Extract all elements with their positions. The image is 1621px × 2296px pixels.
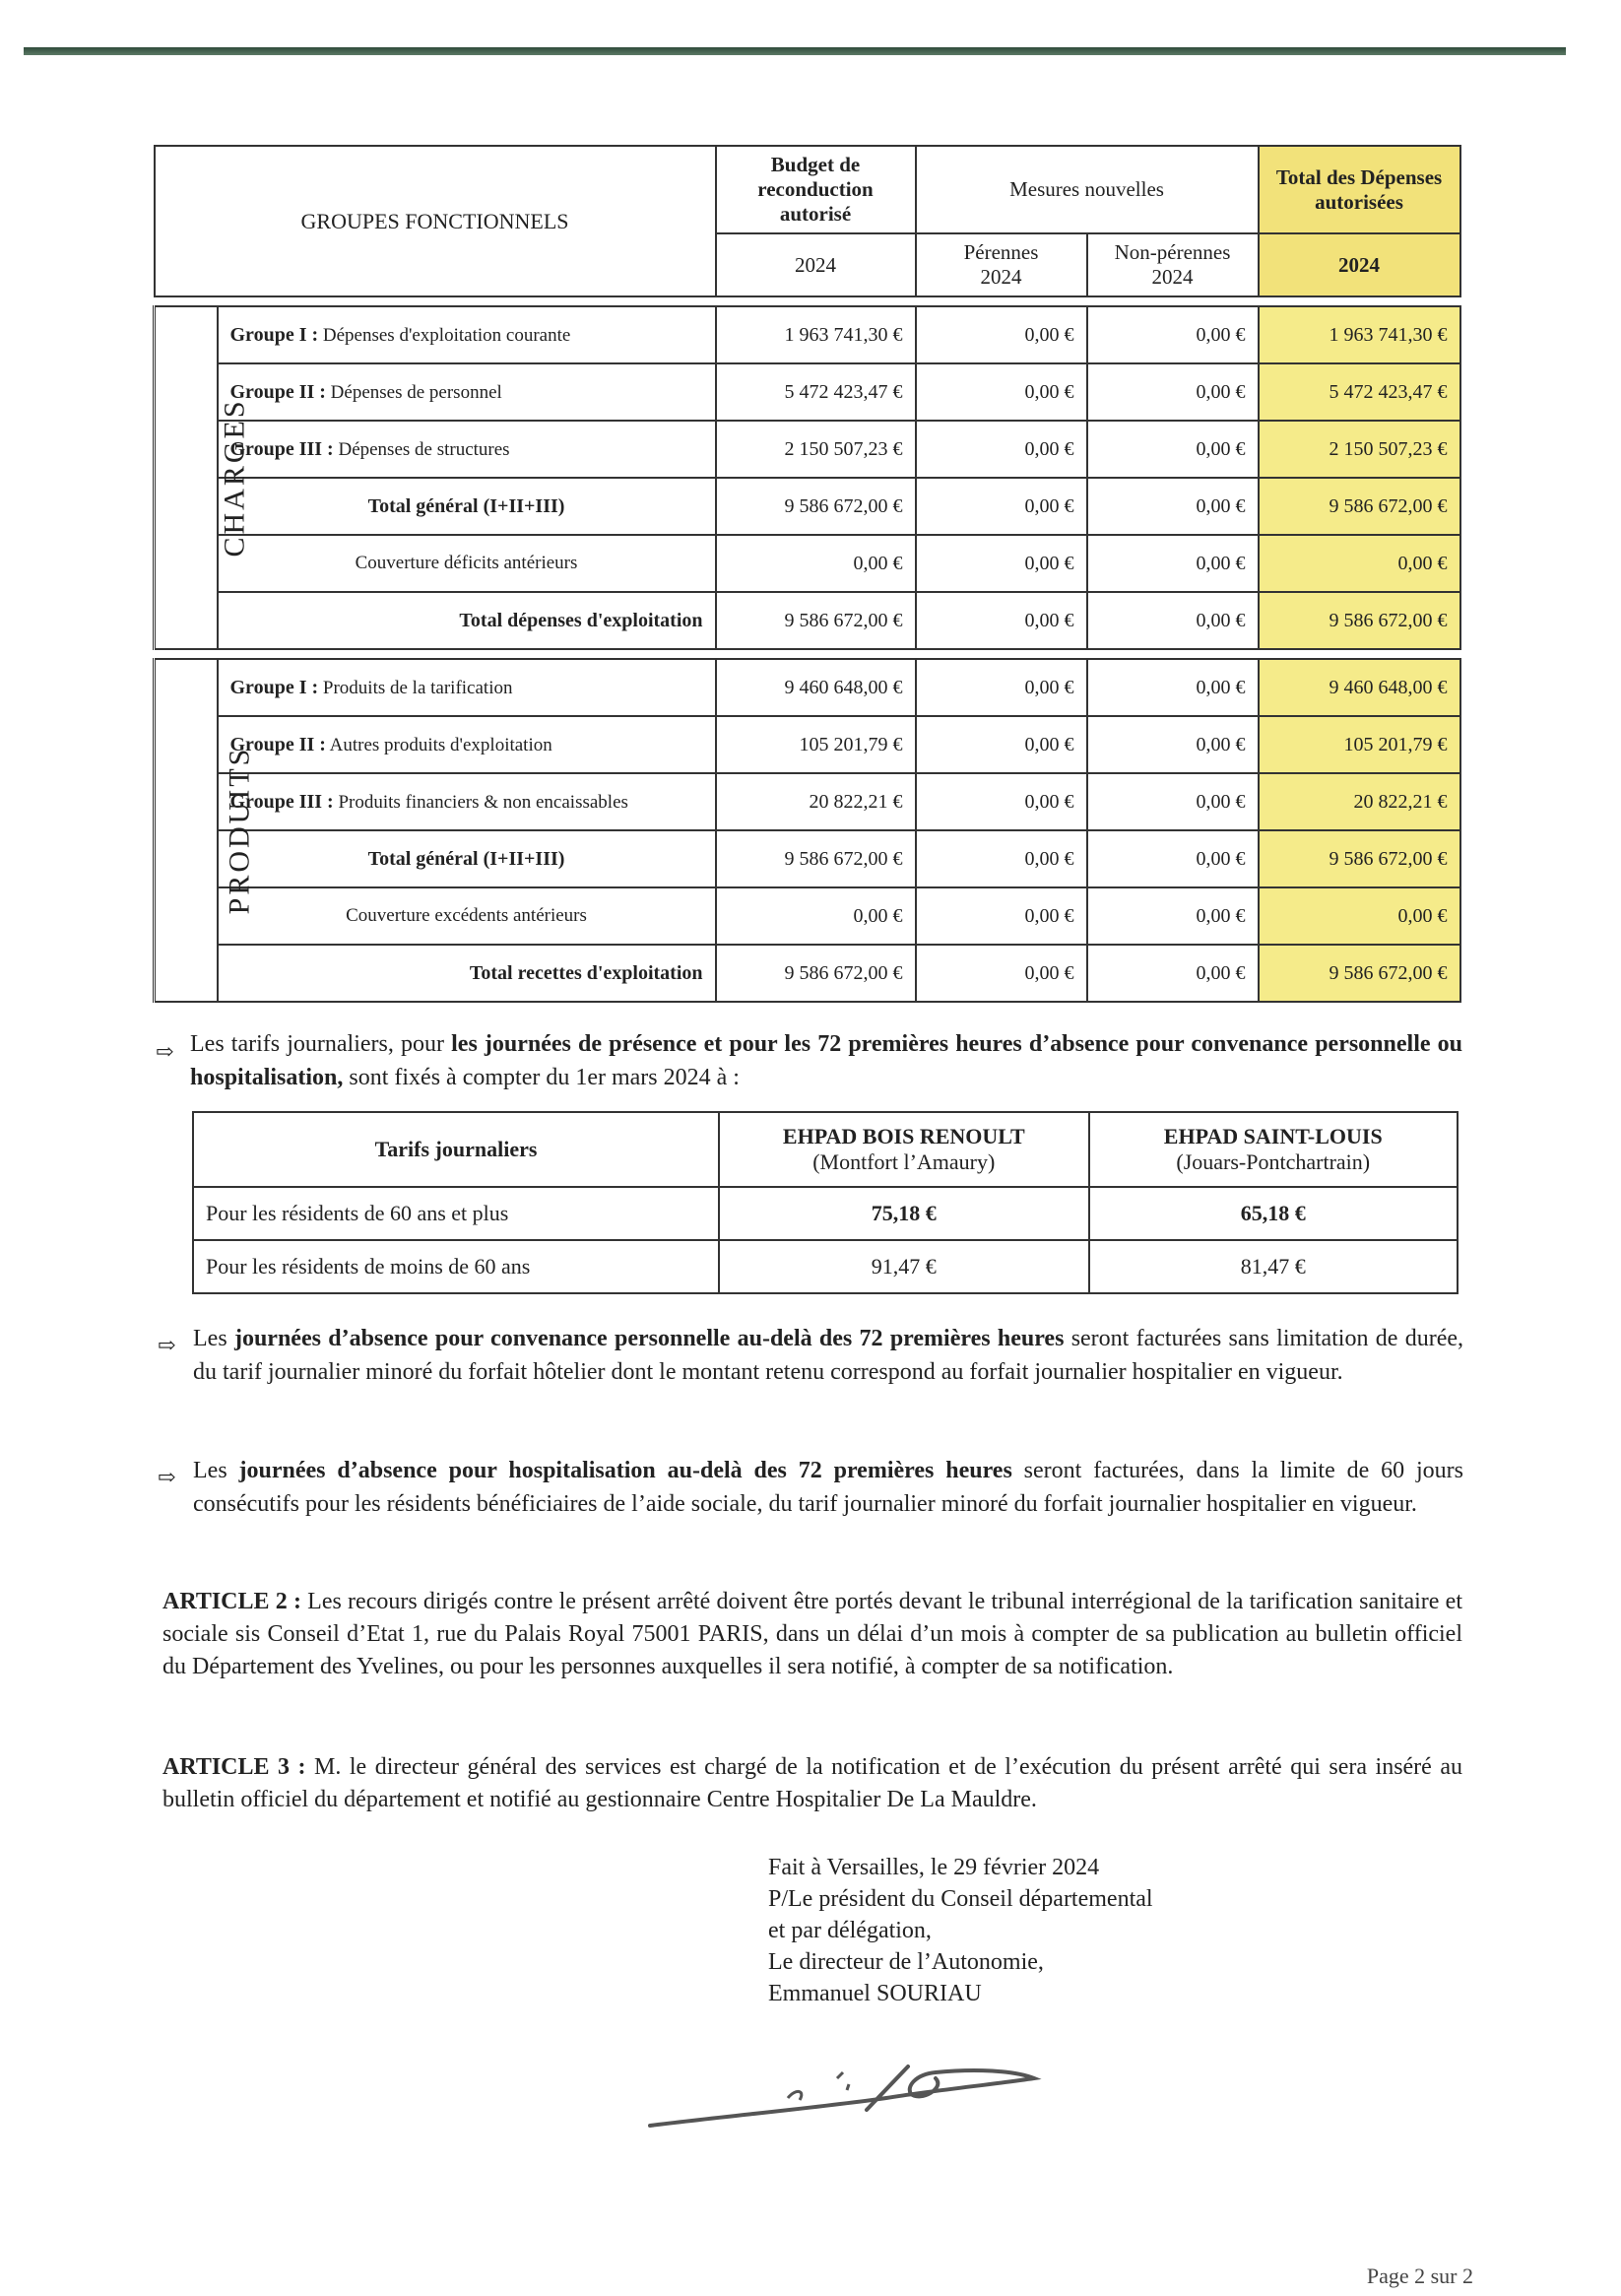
cell-budget: 2 150 507,23 €: [716, 421, 916, 478]
signature-title: Le directeur de l’Autonomie,: [768, 1949, 1044, 1975]
row-label: Total général (I+II+III): [218, 830, 716, 887]
para1-bold: les journées de présence et pour les 72 premières heures d’absence pour convenance personnelle ou hospitalisation,: [190, 1031, 1462, 1090]
row-group-label: Dépenses d'exploitation courante: [318, 324, 571, 346]
header-perennes-label: Pérennes: [963, 240, 1039, 264]
cell-total: 9 460 648,00 €: [1259, 659, 1460, 716]
row-group-label: Dépenses de personnel: [325, 381, 502, 403]
cell-total: 2 150 507,23 €: [1259, 421, 1460, 478]
header-non-perennes-label: Non-pérennes: [1114, 240, 1231, 264]
cell-non-perennes: 0,00 €: [1087, 478, 1259, 535]
cell-perennes: 0,00 €: [916, 830, 1087, 887]
budget-row: [155, 945, 1460, 1002]
budget-row: [155, 592, 1460, 649]
cell-perennes: 0,00 €: [916, 773, 1087, 830]
budget-row: [155, 659, 1460, 716]
cell-perennes: 0,00 €: [916, 363, 1087, 421]
tarifs-row-v2: 81,47 €: [1089, 1240, 1459, 1293]
tarifs-row-label: Pour les résidents de moins de 60 ans: [193, 1240, 719, 1293]
row-group-label: Produits financiers & non encaissables: [333, 791, 628, 813]
header-total: [1259, 146, 1460, 233]
charges-vertical-text: CHARGES: [218, 398, 251, 558]
signature-delegation: et par délégation,: [768, 1918, 932, 1943]
cell-total: 5 472 423,47 €: [1259, 363, 1460, 421]
header-budget-label: Budget de reconduction autorisé: [757, 153, 874, 226]
signature-role: P/Le président du Conseil départemental: [768, 1886, 1153, 1912]
row-group-prefix: Groupe I :: [229, 323, 319, 346]
budget-row: [155, 716, 1460, 773]
header-year-perennes: 2024: [980, 265, 1022, 289]
row-group-label: Dépenses de structures: [333, 438, 510, 460]
article2-title: ARTICLE 2 :: [162, 1589, 301, 1614]
tarifs-header-label: Tarifs journaliers: [193, 1112, 719, 1187]
header-budget: [716, 146, 916, 233]
row-group-label: Produits de la tarification: [318, 677, 513, 698]
tarifs-header-col1: [719, 1112, 1088, 1187]
handwritten-signature: [640, 2039, 1054, 2147]
arrow-icon: ⇨: [156, 1039, 174, 1064]
cell-total: 9 586 672,00 €: [1259, 830, 1460, 887]
budget-row: [155, 535, 1460, 592]
cell-budget: 20 822,21 €: [716, 773, 916, 830]
cell-total: 9 586 672,00 €: [1259, 478, 1460, 535]
cell-perennes: 0,00 €: [916, 478, 1087, 535]
cell-non-perennes: 0,00 €: [1087, 773, 1259, 830]
charges-section: [155, 306, 1460, 649]
produits-side-label: [155, 659, 256, 1002]
tarifs-header-row: [193, 1112, 1458, 1187]
row-label: [218, 363, 716, 421]
header-year-non-perennes: 2024: [1151, 265, 1194, 289]
header-perennes: [916, 233, 1087, 296]
tarifs-row-label: Pour les résidents de 60 ans et plus: [193, 1187, 719, 1240]
header-year-budget: 2024: [716, 233, 916, 296]
cell-budget: 9 586 672,00 €: [716, 478, 916, 535]
cell-budget: 1 963 741,30 €: [716, 306, 916, 363]
header-rule: [24, 47, 1566, 55]
cell-non-perennes: 0,00 €: [1087, 716, 1259, 773]
cell-budget: 9 586 672,00 €: [716, 830, 916, 887]
cell-total: 1 963 741,30 €: [1259, 306, 1460, 363]
cell-non-perennes: 0,00 €: [1087, 535, 1259, 592]
cell-non-perennes: 0,00 €: [1087, 592, 1259, 649]
row-label: Couverture excédents antérieurs: [218, 887, 716, 945]
cell-perennes: 0,00 €: [916, 535, 1087, 592]
budget-row: [155, 363, 1460, 421]
para1-text-2: sont fixés à compter du 1er mars 2024 à :: [343, 1065, 740, 1090]
row-label: [218, 773, 716, 830]
cell-non-perennes: 0,00 €: [1087, 421, 1259, 478]
para2-text-2: seront facturées sans limitation de durée, du tarif journalier minoré du forfait hôtelier dont le montant retenu correspond au forfait journalier hospitalier en vigueur.: [193, 1326, 1463, 1385]
budget-row: [155, 830, 1460, 887]
budget-row: [155, 421, 1460, 478]
arrow-icon: ⇨: [158, 1465, 176, 1489]
cell-perennes: 0,00 €: [916, 887, 1087, 945]
budget-header-row-1: [155, 146, 1460, 233]
budget-row: [155, 773, 1460, 830]
article-2: [162, 1586, 1462, 1683]
cell-total: 20 822,21 €: [1259, 773, 1460, 830]
article3-title: ARTICLE 3 :: [162, 1754, 306, 1780]
para3-text-1: Les: [193, 1458, 239, 1483]
tarifs-row-v1: 91,47 €: [719, 1240, 1088, 1293]
tarifs-row: [193, 1240, 1458, 1293]
absence-hospitalisation-paragraph: [193, 1454, 1463, 1521]
para3-bold: journées d’absence pour hospitalisation au-delà des 72 premières heures: [238, 1458, 1012, 1483]
article3-text: M. le directeur général des services est chargé de la notification et de l’exécution du présent arrêté qui sera inséré au bulletin officiel du département et notifié au gestionnaire Centre Hospitalier De La Mauldre.: [162, 1754, 1462, 1812]
row-label: Total général (I+II+III): [218, 478, 716, 535]
cell-non-perennes: 0,00 €: [1087, 830, 1259, 887]
header-mesures: Mesures nouvelles: [916, 146, 1259, 233]
row-group-prefix: Groupe I :: [229, 676, 319, 698]
cell-non-perennes: 0,00 €: [1087, 887, 1259, 945]
row-group-prefix: Groupe II :: [229, 380, 326, 403]
cell-total: 105 201,79 €: [1259, 716, 1460, 773]
charges-side-label: [155, 306, 251, 649]
article2-text: Les recours dirigés contre le présent arrêté doivent être portés devant le tribunal interrégional de la tarification sanitaire et sociale sis Conseil d’Etat 1, rue du Palais Royal 75001 PARIS, dans un délai d’un mois à compter de sa publication au bulletin officiel du Département des Yvelines, ou pour les personnes auxquelles il sera notifié, à compter de sa notification.: [162, 1589, 1462, 1679]
cell-perennes: 0,00 €: [916, 659, 1087, 716]
row-group-prefix: Groupe III :: [229, 790, 334, 813]
col1-sub: (Montfort l’Amaury): [812, 1149, 996, 1174]
row-label: [218, 659, 716, 716]
cell-budget: 9 460 648,00 €: [716, 659, 916, 716]
cell-budget: 5 472 423,47 €: [716, 363, 916, 421]
cell-non-perennes: 0,00 €: [1087, 306, 1259, 363]
cell-total: 0,00 €: [1259, 535, 1460, 592]
tarifs-intro-paragraph: [190, 1027, 1462, 1094]
row-label: [218, 306, 716, 363]
row-label: [218, 421, 716, 478]
cell-total: 0,00 €: [1259, 887, 1460, 945]
tarifs-row-v1: 75,18 €: [719, 1187, 1088, 1240]
para3-text-2: seront facturées, dans la limite de 60 jours consécutifs pour les résidents bénéficiaires de l’aide sociale, du tarif journalier minoré du forfait journalier hospitalier en vigueur.: [193, 1458, 1464, 1517]
budget-table: [153, 145, 1461, 1003]
cell-budget: 9 586 672,00 €: [716, 945, 916, 1002]
cell-non-perennes: 0,00 €: [1087, 945, 1259, 1002]
produits-vertical-text: PRODUITS: [223, 746, 256, 915]
row-group-prefix: Groupe II :: [229, 733, 326, 755]
tarifs-table: [192, 1111, 1459, 1294]
cell-perennes: 0,00 €: [916, 592, 1087, 649]
arrow-icon: ⇨: [158, 1333, 176, 1357]
header-non-perennes: [1087, 233, 1259, 296]
page-number: Page 2 sur 2: [1366, 2263, 1473, 2288]
para2-text-1: Les: [193, 1326, 234, 1351]
absence-convenance-paragraph: [193, 1322, 1463, 1389]
cell-budget: 0,00 €: [716, 887, 916, 945]
col2-sub: (Jouars-Pontchartrain): [1176, 1149, 1371, 1174]
para1-text-1: Les tarifs journaliers, pour: [190, 1031, 452, 1057]
article-3: [162, 1751, 1462, 1816]
cell-perennes: 0,00 €: [916, 945, 1087, 1002]
tarifs-row: [193, 1187, 1458, 1240]
row-label: Total recettes d'exploitation: [218, 945, 716, 1002]
tarifs-header-col2: [1089, 1112, 1459, 1187]
cell-budget: 0,00 €: [716, 535, 916, 592]
cell-budget: 9 586 672,00 €: [716, 592, 916, 649]
header-year-total: 2024: [1259, 233, 1460, 296]
header-groupes: GROUPES FONCTIONNELS: [155, 146, 716, 296]
budget-row: [155, 478, 1460, 535]
row-label: Couverture déficits antérieurs: [218, 535, 716, 592]
row-group-prefix: Groupe III :: [229, 437, 334, 460]
signature-block: [768, 1852, 1153, 2009]
cell-perennes: 0,00 €: [916, 306, 1087, 363]
cell-non-perennes: 0,00 €: [1087, 363, 1259, 421]
row-group-label: Autres produits d'exploitation: [325, 734, 552, 755]
budget-row: [155, 306, 1460, 363]
row-label: Total dépenses d'exploitation: [218, 592, 716, 649]
row-label: [218, 716, 716, 773]
cell-non-perennes: 0,00 €: [1087, 659, 1259, 716]
tarifs-row-v2: 65,18 €: [1089, 1187, 1459, 1240]
signature-place-date: Fait à Versailles, le 29 février 2024: [768, 1855, 1100, 1880]
col1-name: EHPAD BOIS RENOULT: [782, 1124, 1025, 1148]
cell-budget: 105 201,79 €: [716, 716, 916, 773]
para2-bold: journées d’absence pour convenance personnelle au-delà des 72 premières heures: [233, 1326, 1065, 1351]
col2-name: EHPAD SAINT-LOUIS: [1163, 1124, 1383, 1148]
cell-perennes: 0,00 €: [916, 421, 1087, 478]
cell-total: 9 586 672,00 €: [1259, 592, 1460, 649]
signature-name: Emmanuel SOURIAU: [768, 1981, 982, 2006]
produits-section: [155, 659, 1460, 1002]
cell-total: 9 586 672,00 €: [1259, 945, 1460, 1002]
cell-perennes: 0,00 €: [916, 716, 1087, 773]
budget-row: [155, 887, 1460, 945]
header-total-label: Total des Dépenses autorisées: [1275, 164, 1443, 214]
